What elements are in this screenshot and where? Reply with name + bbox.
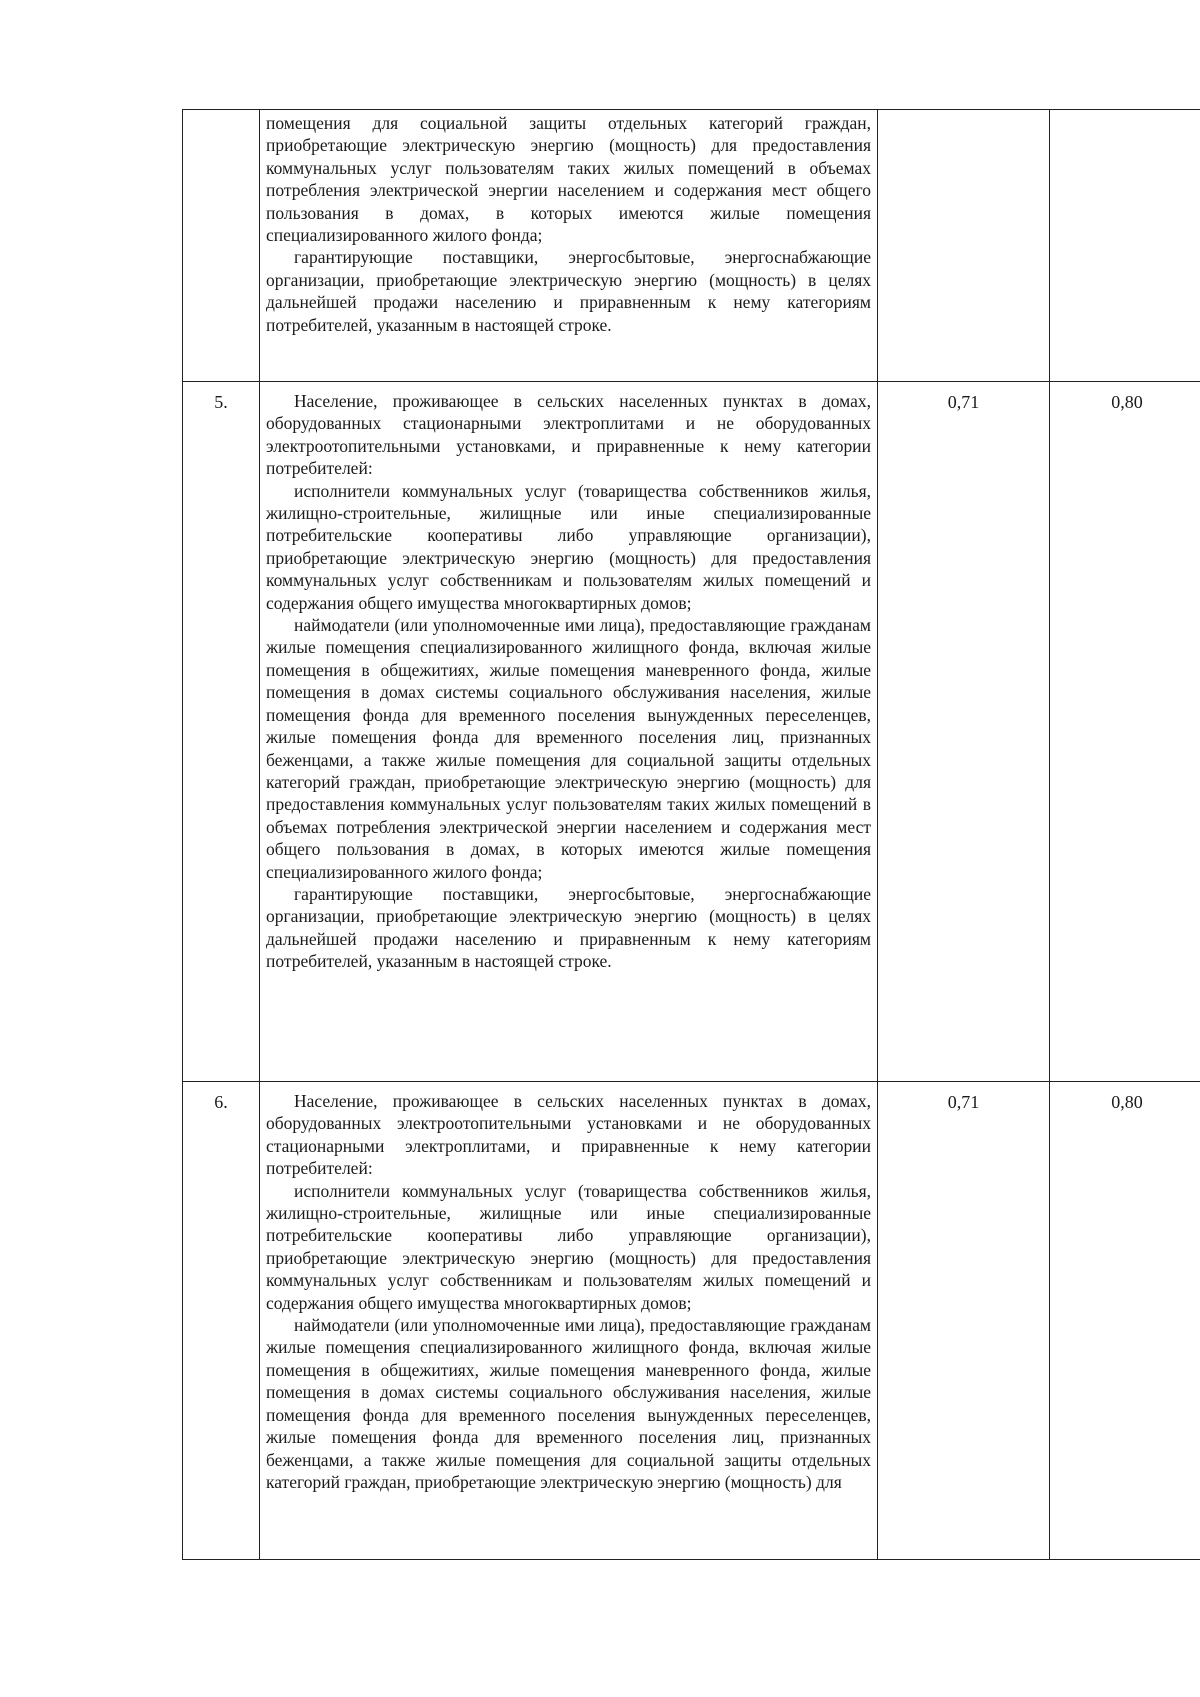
row-number: 5. — [183, 382, 260, 1082]
value-1 — [878, 110, 1050, 382]
paragraph: исполнители коммунальных услуг (товарищества собственников жилья, жилищно-строительные, жилищные или иные специализированные потребительские кооперативы либо управляющие организации), приобретающие электрическую энергию (мощность) для предоставления коммунальных услуг собственникам и пользователям жилых помещений и содержания общего имущества многоквартирных домов; — [266, 1180, 871, 1313]
paragraph: Население, проживающее в сельских населенных пунктах в домах, оборудованных электроотопительными установками и не оборудованных стационарными электроплитами, и приравненные к нему категории потребителей: — [266, 1091, 871, 1179]
value-2: 0,80 — [1050, 1082, 1200, 1560]
paragraph: наймодатели (или уполномоченные ими лица), предоставляющие гражданам жилые помещения специализированного жилищного фонда, включая жилые помещения в общежитиях, жилые помещения маневренного фонда, жилые помещения в домах системы социального обслуживания населения, жилые помещения фонда для временного поселения вынужденных переселенцев, жилые помещения фонда для временного поселения лиц, признанных беженцами, а также жилые помещения для социальной защиты отдельных категорий граждан, приобретающие электрическую энергию (мощность) для предоставления коммунальных услуг пользователям таких жилых помещений в объемах потребления электрической энергии населением и содержания мест общего пользования в домах, в которых имеются жилые помещения специализированного жилого фонда; — [266, 615, 871, 882]
value-2: 0,80 — [1050, 382, 1200, 1082]
paragraph: исполнители коммунальных услуг (товарищества собственников жилья, жилищно-строительные, жилищные или иные специализированные потребительские кооперативы либо управляющие организации), приобретающие электрическую энергию (мощность) для предоставления коммунальных услуг собственникам и пользователям жилых помещений и содержания общего имущества многоквартирных домов; — [266, 480, 871, 613]
table-row — [183, 110, 1200, 382]
tariff-table — [182, 109, 1200, 1560]
paragraph: гарантирующие поставщики, энергосбытовые, энергоснабжающие организации, приобретающие электрическую энергию (мощность) в целях дальнейшей продажи населению и приравненным к нему категориям потребителей, указанным в настоящей строке. — [266, 247, 871, 335]
row-number — [183, 110, 260, 382]
value-1: 0,71 — [878, 1082, 1050, 1560]
row-number: 6. — [183, 1082, 260, 1560]
paragraph: наймодатели (или уполномоченные ими лица), предоставляющие гражданам жилые помещения специализированного жилищного фонда, включая жилые помещения в общежитиях, жилые помещения маневренного фонда, жилые помещения в домах системы социального обслуживания населения, жилые помещения фонда для временного поселения вынужденных переселенцев, жилые помещения фонда для временного поселения лиц, признанных беженцами, а также жилые помещения для социальной защиты отдельных категорий граждан, приобретающие электрическую энергию (мощность) для — [266, 1315, 871, 1492]
paragraph: Население, проживающее в сельских населенных пунктах в домах, оборудованных стационарными электроплитами и не оборудованных электроотопительными установками, и приравненные к нему категории потребителей: — [266, 391, 871, 479]
row-description — [260, 1082, 878, 1560]
value-1: 0,71 — [878, 382, 1050, 1082]
value-2 — [1050, 110, 1200, 382]
table-row — [183, 382, 1200, 1082]
row-description — [260, 110, 878, 382]
paragraph: помещения для социальной защиты отдельных категорий граждан, приобретающие электрическую энергию (мощность) для предоставления коммунальных услуг пользователям таких жилых помещений в объемах потребления электрической энергии населением и содержания мест общего пользования в домах, в которых имеются жилые помещения специализированного жилого фонда; — [266, 113, 871, 246]
row-description — [260, 382, 878, 1082]
paragraph: гарантирующие поставщики, энергосбытовые, энергоснабжающие организации, приобретающие электрическую энергию (мощность) в целях дальнейшей продажи населению и приравненным к нему категориям потребителей, указанным в настоящей строке. — [266, 883, 871, 972]
table-row — [183, 1082, 1200, 1560]
